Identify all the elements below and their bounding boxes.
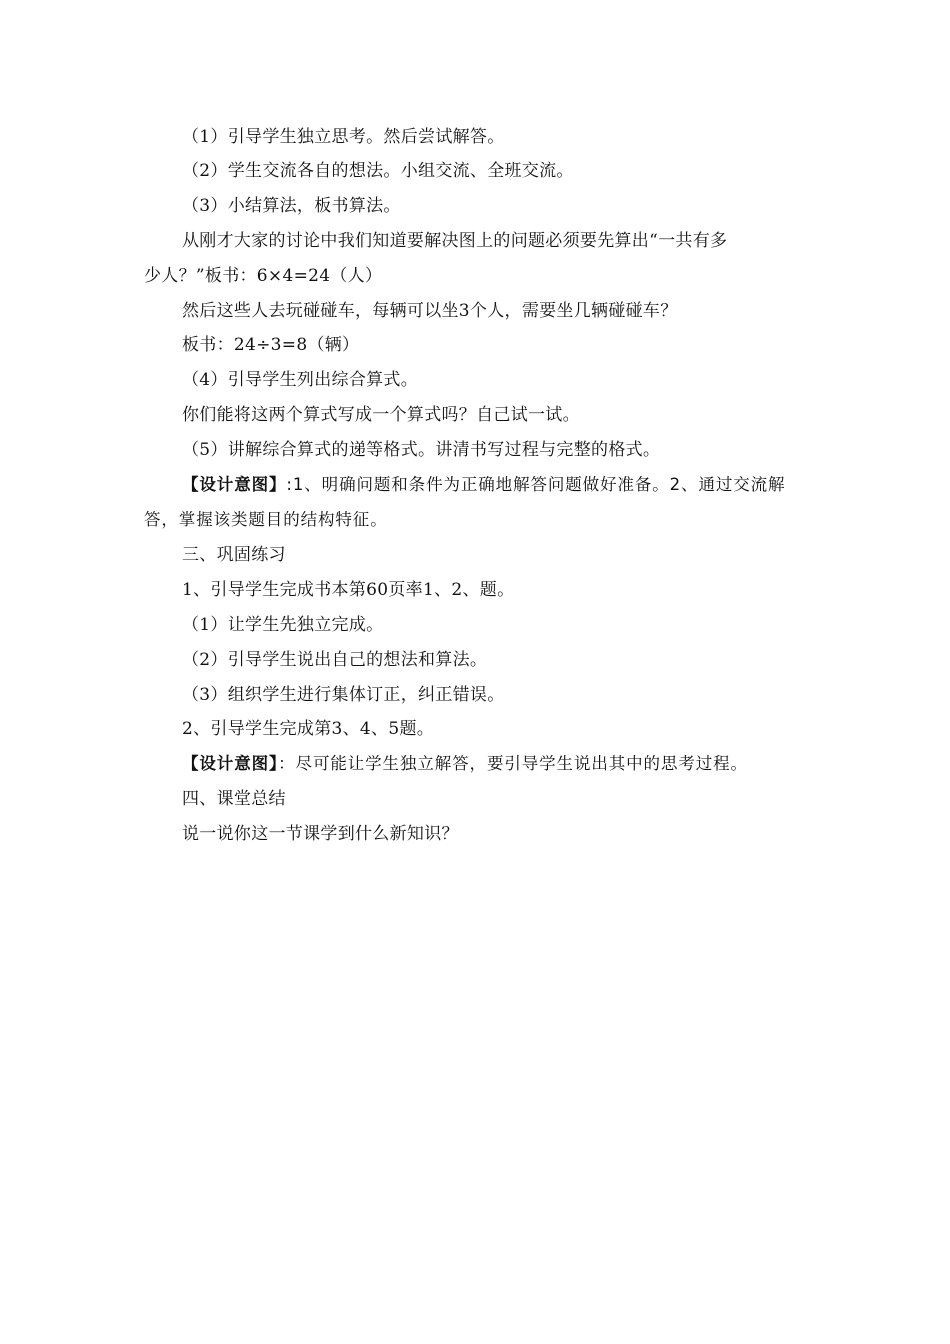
discussion-paragraph-line2: 少人？”板书：6×4=24（人） [144, 266, 383, 286]
design-intent-text: ：尽可能让学生独立解答，要引导学生说出其中的思考过程。 [278, 754, 748, 773]
section-3-heading: 三、巩固练习 [182, 545, 286, 565]
summary-question: 说一说你这一节课学到什么新知识？ [182, 824, 459, 844]
design-intent-label: 【设计意图】 [182, 475, 287, 494]
section-4-heading: 四、课堂总结 [182, 789, 286, 809]
practice-substep-1: （1）让学生先独立完成。 [182, 615, 384, 635]
practice-item-2: 2、引导学生完成第3、4、5题。 [182, 719, 435, 739]
discussion-paragraph-line1: 从刚才大家的讨论中我们知道要解决图上的问题必须要先算出“一共有多 [182, 231, 728, 251]
step-2-exchange: （2）学生交流各自的想法。小组交流、全班交流。 [182, 161, 574, 181]
design-intent-1-line2: 答，掌握该类题目的结构特征。 [144, 510, 388, 529]
practice-substep-3: （3）组织学生进行集体订正，纠正错误。 [182, 685, 505, 705]
design-intent-label: 【设计意图】 [182, 754, 279, 773]
design-intent-text: :1、明确问题和条件为正确地解答问题做好准备。2、通过交流解 [286, 475, 786, 494]
combine-prompt: 你们能将这两个算式写成一个算式吗？自己试一试。 [182, 405, 580, 425]
practice-substep-2: （2）引导学生说出自己的想法和算法。 [182, 650, 488, 670]
step-5-format: （5）讲解综合算式的递等格式。讲清书写过程与完整的格式。 [182, 440, 661, 460]
design-intent-1-line1 [182, 474, 785, 496]
bumper-car-question: 然后这些人去玩碰碰车，每辆可以坐3个人，需要坐几辆碰碰车？ [182, 301, 678, 321]
practice-item-1: 1、引导学生完成书本第60页率1、2、题。 [182, 580, 515, 600]
design-intent-2 [182, 753, 748, 775]
board-writing-division: 板书：24÷3=8（辆） [182, 335, 360, 355]
step-4-combined: （4）引导学生列出综合算式。 [182, 370, 419, 390]
step-3-summary: （3）小结算法，板书算法。 [182, 196, 401, 216]
step-1-think: （1）引导学生独立思考。然后尝试解答。 [182, 127, 505, 147]
